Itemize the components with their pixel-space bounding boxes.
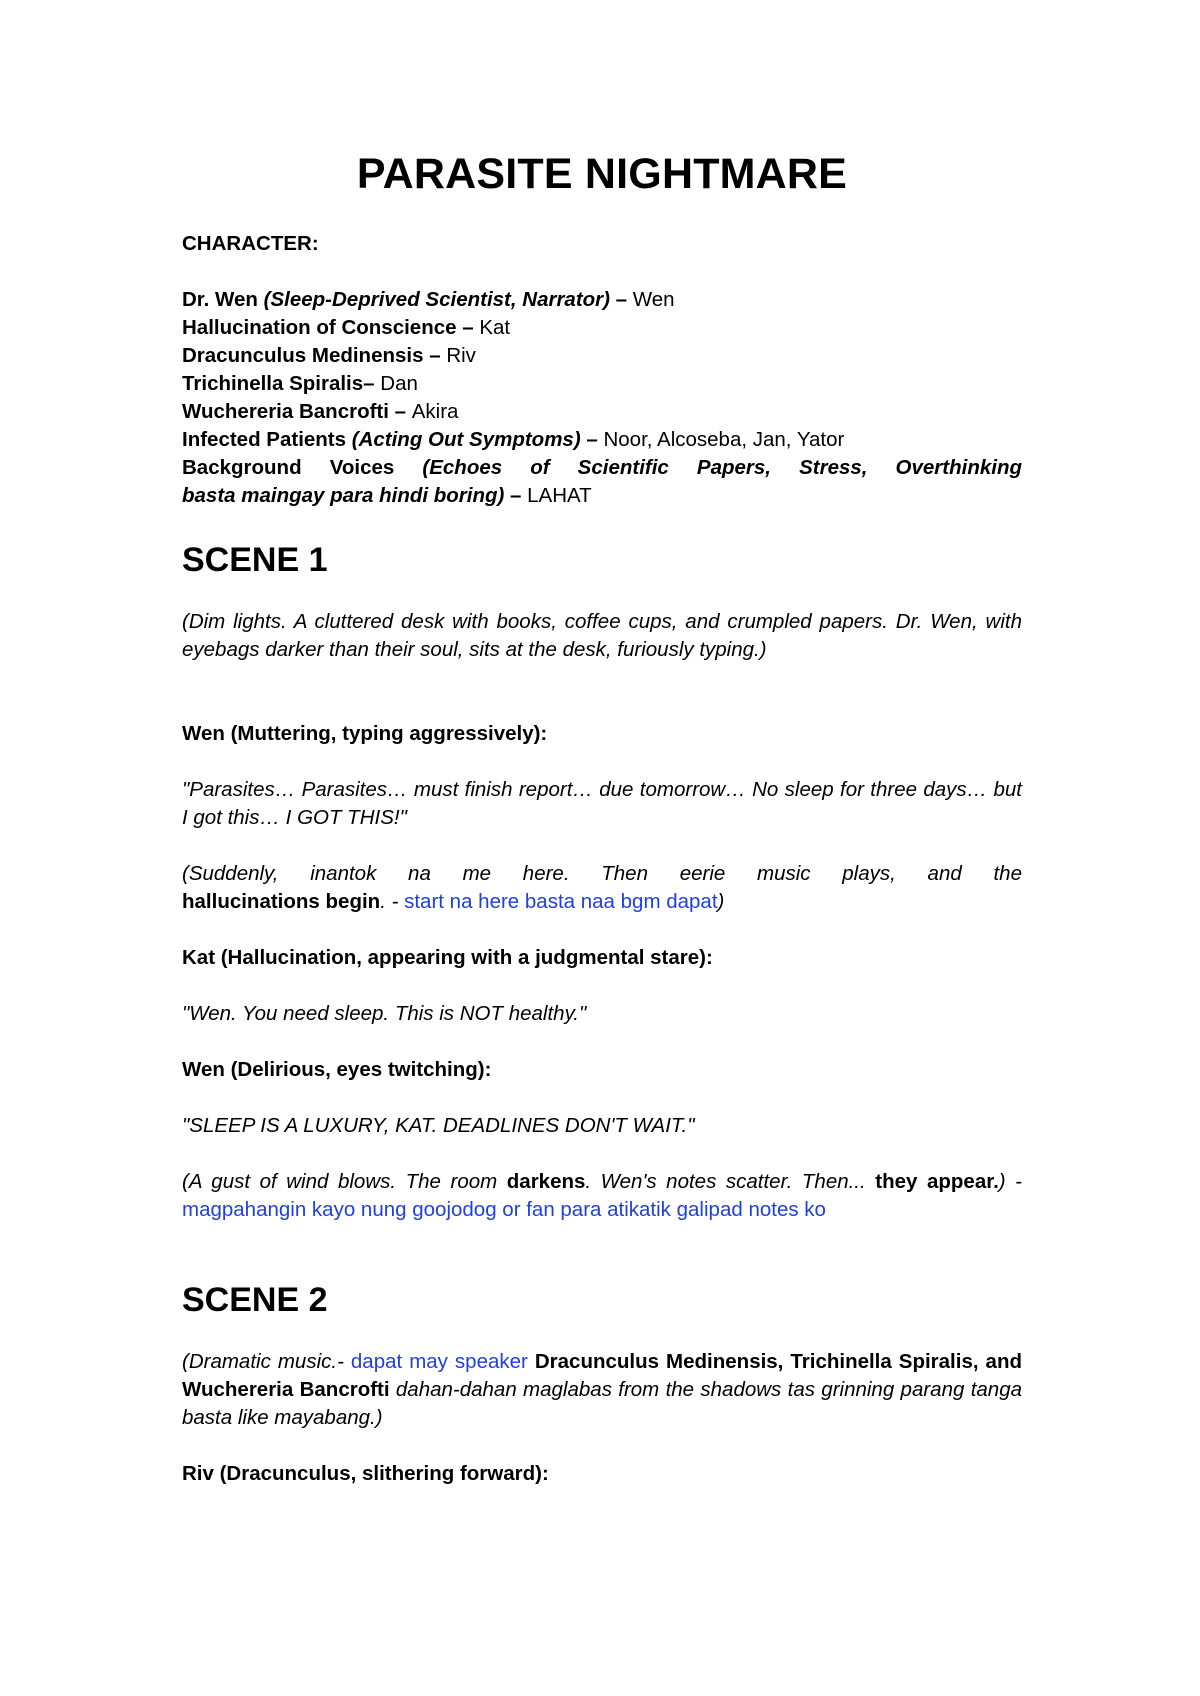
- cast-desc: basta maingay para hindi boring): [182, 484, 505, 507]
- cast-sep: –: [423, 344, 447, 367]
- stage-direction: [182, 860, 1022, 916]
- cast-sep: –: [580, 428, 604, 451]
- cast-item: [182, 370, 1022, 398]
- cast-desc: (Echoes of Scientific Papers, Stress, Overthinking: [422, 456, 1022, 479]
- cast-actor: Noor, Alcoseba, Jan, Yator: [603, 428, 845, 451]
- stage-text: . -: [380, 890, 405, 913]
- cast-sep: –: [456, 316, 480, 339]
- cast-item: [182, 426, 1022, 454]
- cast-actor: Dan: [380, 372, 418, 395]
- stage-text-cont: [182, 888, 1022, 916]
- speaker-label: Wen (Muttering, typing aggressively):: [182, 722, 548, 745]
- stage-text: (Dramatic music.-: [182, 1350, 351, 1373]
- cast-item: [182, 286, 1022, 314]
- stage-emphasis: darkens: [506, 1170, 586, 1193]
- director-note: magpahangin kayo nung goojodog or fan para atikatik galipad notes ko: [182, 1198, 826, 1221]
- cast-role: Hallucination of Conscience: [182, 316, 457, 339]
- stage-emphasis: hallucinations begin: [182, 890, 381, 913]
- cast-role: Dr. Wen: [182, 288, 258, 311]
- cast-role: Background Voices: [182, 456, 395, 479]
- cast-actor: LAHAT: [527, 484, 592, 507]
- dialogue-line: "SLEEP IS A LUXURY, KAT. DEADLINES DON'T WAIT.": [182, 1114, 695, 1137]
- stage-direction: [182, 1168, 1022, 1224]
- cast-list: [182, 286, 1022, 510]
- director-note: start na here basta naa bgm dapat: [404, 890, 718, 913]
- cast-item: [182, 398, 1022, 426]
- stage-text: ): [717, 890, 725, 913]
- dialogue-line: "Wen. You need sleep. This is NOT healthy.": [182, 1002, 587, 1025]
- cast-actor: Riv: [446, 344, 476, 367]
- cast-role: Trichinella Spiralis: [182, 372, 364, 395]
- stage-emphasis: they appear.: [875, 1170, 999, 1193]
- stage-text: (Suddenly, inantok na me here. Then eerie music plays, and the: [182, 862, 1022, 885]
- cast-sep: –: [504, 484, 528, 507]
- stage-text: ) -: [998, 1170, 1022, 1193]
- cast-sep: –: [388, 400, 412, 423]
- cast-actor: Kat: [479, 316, 511, 339]
- cast-item-background-voices-cont: [182, 482, 1022, 510]
- speaker-label: Wen (Delirious, eyes twitching):: [182, 1058, 492, 1081]
- cast-actor: Wen: [632, 288, 675, 311]
- cast-sep: –: [363, 372, 381, 395]
- cast-actor: Akira: [411, 400, 459, 423]
- character-heading: CHARACTER:: [182, 232, 319, 255]
- cast-desc: (Acting Out Symptoms): [351, 428, 581, 451]
- cast-sep: –: [609, 288, 633, 311]
- stage-emphasis: Dracunculus Medinensis, Trichinella Spiralis, and Wuchereria Bancrofti: [182, 1350, 1022, 1401]
- scene-heading: SCENE 2: [182, 1281, 328, 1319]
- cast-item: [182, 314, 1022, 342]
- director-note: dapat may speaker: [350, 1350, 528, 1373]
- stage-text: dahan-dahan maglabas from the shadows tas grinning parang tanga basta like mayabang.): [182, 1378, 1023, 1429]
- cast-desc: (Sleep-Deprived Scientist, Narrator): [263, 288, 610, 311]
- dialogue-line: "Parasites… Parasites… must finish report… due tomorrow… No sleep for three days… but I got this… I GOT THIS!": [182, 778, 1022, 829]
- character-section: [182, 230, 1022, 258]
- stage-text: (A gust of wind blows. The room: [182, 1170, 507, 1193]
- stage-text: . Wen's notes scatter. Then...: [585, 1170, 876, 1193]
- scene-heading: SCENE 1: [182, 541, 328, 579]
- page-title: PARASITE NIGHTMARE: [356, 150, 848, 198]
- speaker-label: Riv (Dracunculus, slithering forward):: [182, 1462, 549, 1485]
- cast-role: Wuchereria Bancrofti: [182, 400, 389, 423]
- speaker-label: Kat (Hallucination, appearing with a judgmental stare):: [182, 946, 713, 969]
- stage-direction: (Dim lights. A cluttered desk with books, coffee cups, and crumpled papers. Dr. Wen, with eyebags darker than their soul, sits at the desk, furiously typing.): [182, 610, 1022, 661]
- cast-role: Infected Patients: [182, 428, 347, 451]
- cast-item: [182, 342, 1022, 370]
- cast-role: Dracunculus Medinensis: [182, 344, 424, 367]
- cast-item-background-voices: [182, 454, 1022, 482]
- stage-direction: [182, 1348, 1022, 1432]
